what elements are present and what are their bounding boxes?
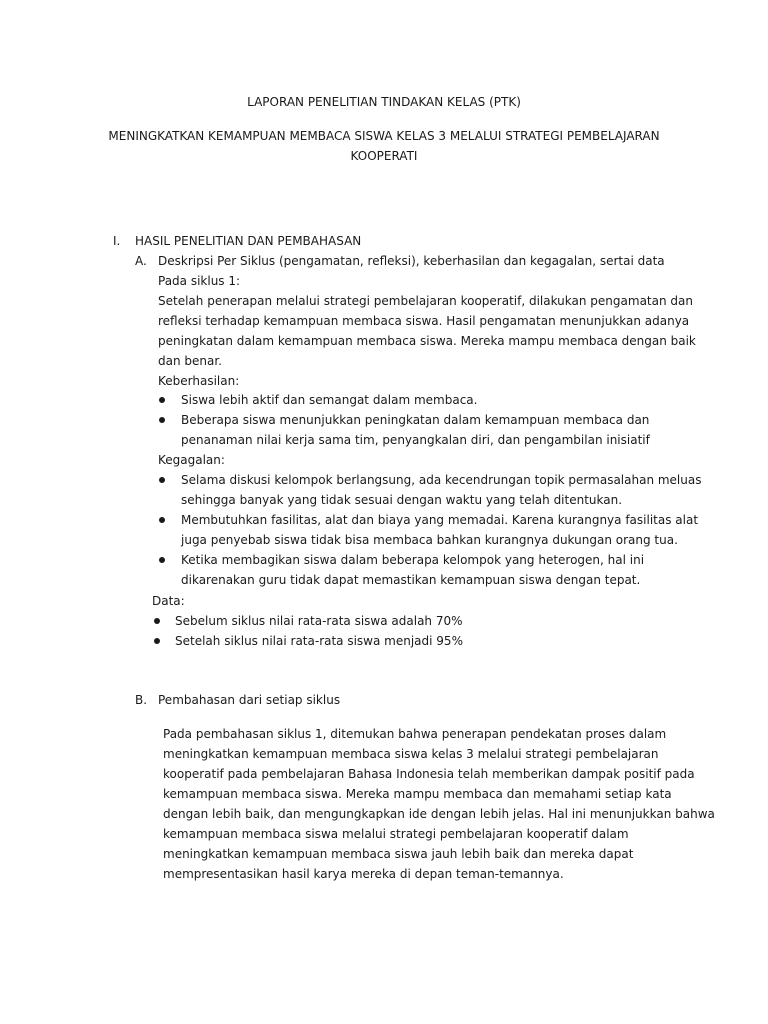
- subsection-b-letter: B.: [135, 693, 148, 707]
- discussion-line: Pada pembahasan siklus 1, ditemukan bahwa penerapan pendekatan proses dalam: [163, 727, 667, 741]
- subsection-a-letter: A.: [135, 254, 147, 268]
- bullet-icon: [159, 517, 165, 523]
- discussion-line: meningkatkan kemampuan membaca siswa jauh lebih baik dan mereka dapat: [163, 847, 634, 861]
- keberhasilan-item-cont: penanaman nilai kerja sama tim, penyangkalan diri, dan pengambilan inisiatif: [181, 433, 650, 447]
- kegagalan-item-cont: juga penyebab siswa tidak bisa membaca bahkan kurangnya dukungan orang tua.: [181, 533, 678, 547]
- paragraph-line: Setelah penerapan melalui strategi pembelajaran kooperatif, dilakukan pengamatan dan: [158, 294, 693, 308]
- bullet-icon: [159, 557, 165, 563]
- bullet-icon: [159, 397, 165, 403]
- keberhasilan-label: Keberhasilan:: [158, 374, 240, 388]
- report-subtitle-line-1: MENINGKATKAN KEMAMPUAN MEMBACA SISWA KELAS 3 MELALUI STRATEGI PEMBELAJARAN: [108, 129, 660, 143]
- section-heading: HASIL PENELITIAN DAN PEMBAHASAN: [135, 234, 362, 248]
- paragraph-line: refleksi terhadap kemampuan membaca siswa. Hasil pengamatan menunjukkan adanya: [158, 314, 690, 328]
- data-item: Setelah siklus nilai rata-rata siswa menjadi 95%: [175, 634, 463, 648]
- bullet-icon: [159, 417, 165, 423]
- paragraph-line: peningkatan dalam kemampuan membaca siswa. Mereka mampu membaca dengan baik: [158, 334, 696, 348]
- kegagalan-item: Ketika membagikan siswa dalam beberapa kelompok yang heterogen, hal ini: [181, 553, 645, 567]
- section-number: I.: [113, 234, 121, 248]
- data-item: Sebelum siklus nilai rata-rata siswa adalah 70%: [175, 614, 463, 628]
- bullet-icon: [154, 638, 160, 644]
- subsection-a-heading: Deskripsi Per Siklus (pengamatan, refleksi), keberhasilan dan kegagalan, sertai data: [158, 254, 665, 268]
- kegagalan-item-cont: dikarenakan guru tidak dapat memastikan kemampuan siswa dengan tepat.: [181, 573, 641, 587]
- discussion-line: kooperatif pada pembelajaran Bahasa Indonesia telah memberikan dampak positif pada: [163, 767, 695, 781]
- data-label: Data:: [152, 594, 185, 608]
- subsection-b-heading: Pembahasan dari setiap siklus: [158, 693, 341, 707]
- discussion-line: mempresentasikan hasil karya mereka di depan teman-temannya.: [163, 867, 564, 881]
- discussion-line: kemampuan membaca siswa melalui strategi pembelajaran kooperatif dalam: [163, 827, 629, 841]
- paragraph-line: dan benar.: [158, 354, 222, 368]
- siklus-label: Pada siklus 1:: [158, 274, 241, 288]
- bullet-icon: [154, 618, 160, 624]
- discussion-line: meningkatkan kemampuan membaca siswa kelas 3 melalui strategi pembelajaran: [163, 747, 659, 761]
- kegagalan-item: Selama diskusi kelompok berlangsung, ada kecendrungan topik permasalahan meluas: [181, 473, 702, 487]
- keberhasilan-item: Beberapa siswa menunjukkan peningkatan dalam kemampuan membaca dan: [181, 413, 650, 427]
- discussion-line: kemampuan membaca siswa. Mereka mampu membaca dan memahami setiap kata: [163, 787, 672, 801]
- report-title: LAPORAN PENELITIAN TINDAKAN KELAS (PTK): [247, 95, 521, 109]
- report-subtitle-line-2: KOOPERATI: [350, 149, 418, 163]
- kegagalan-item: Membutuhkan fasilitas, alat dan biaya yang memadai. Karena kurangnya fasilitas alat: [181, 513, 699, 527]
- discussion-line: dengan lebih baik, dan mengungkapkan ide dengan lebih jelas. Hal ini menunjukkan bahwa: [163, 807, 715, 821]
- keberhasilan-item: Siswa lebih aktif dan semangat dalam membaca.: [181, 393, 478, 407]
- kegagalan-label: Kegagalan:: [158, 453, 225, 467]
- kegagalan-item-cont: sehingga banyak yang tidak sesuai dengan waktu yang telah ditentukan.: [181, 493, 623, 507]
- bullet-icon: [159, 477, 165, 483]
